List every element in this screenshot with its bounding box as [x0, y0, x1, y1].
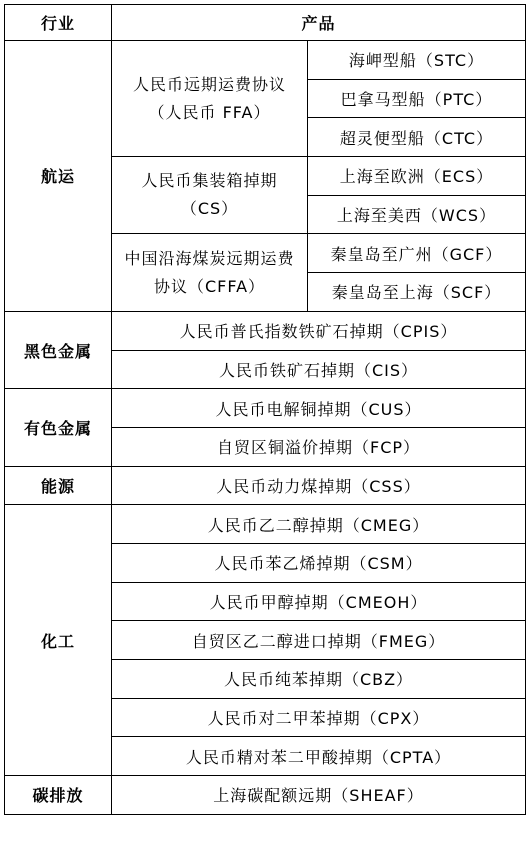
sub-product: 巴拿马型船（PTC）	[308, 79, 526, 118]
product: 人民币甲醇掉期（CMEOH）	[112, 582, 526, 621]
industry-chemical: 化工	[5, 505, 112, 776]
product: 自贸区铜溢价掉期（FCP）	[112, 427, 526, 466]
product: 人民币对二甲苯掉期（CPX）	[112, 698, 526, 737]
industry-ferrous: 黑色金属	[5, 311, 112, 388]
product: 人民币苯乙烯掉期（CSM）	[112, 543, 526, 582]
industry-shipping: 航运	[5, 41, 112, 312]
table-row	[5, 776, 526, 815]
header-industry: 行业	[5, 5, 112, 41]
sub-product: 秦皇岛至上海（SCF）	[308, 273, 526, 312]
table-row	[5, 505, 526, 544]
sub-product: 超灵便型船（CTC）	[308, 118, 526, 157]
product: 上海碳配额远期（SHEAF）	[112, 776, 526, 815]
table-row	[5, 389, 526, 428]
product: 人民币精对苯二甲酸掉期（CPTA）	[112, 737, 526, 776]
product: 人民币铁矿石掉期（CIS）	[112, 350, 526, 389]
product-group-cffa: 中国沿海煤炭远期运费协议（CFFA）	[112, 234, 308, 311]
products-table	[4, 4, 526, 815]
product: 人民币乙二醇掉期（CMEG）	[112, 505, 526, 544]
product: 人民币普氏指数铁矿石掉期（CPIS）	[112, 311, 526, 350]
sub-product: 秦皇岛至广州（GCF）	[308, 234, 526, 273]
table-row	[5, 41, 526, 80]
table-row	[5, 311, 526, 350]
product: 人民币动力煤掉期（CSS）	[112, 466, 526, 505]
industry-energy: 能源	[5, 466, 112, 505]
product: 人民币纯苯掉期（CBZ）	[112, 660, 526, 699]
header-row	[5, 5, 526, 41]
sub-product: 海岬型船（STC）	[308, 41, 526, 80]
product: 自贸区乙二醇进口掉期（FMEG）	[112, 621, 526, 660]
header-product: 产品	[112, 5, 526, 41]
product-group-ffa: 人民币远期运费协议（人民币 FFA）	[112, 41, 308, 157]
sub-product: 上海至美西（WCS）	[308, 195, 526, 234]
industry-carbon: 碳排放	[5, 776, 112, 815]
table-row	[5, 466, 526, 505]
product-group-cs: 人民币集装箱掉期（CS）	[112, 157, 308, 234]
product: 人民币电解铜掉期（CUS）	[112, 389, 526, 428]
industry-nonferrous: 有色金属	[5, 389, 112, 466]
sub-product: 上海至欧洲（ECS）	[308, 157, 526, 196]
